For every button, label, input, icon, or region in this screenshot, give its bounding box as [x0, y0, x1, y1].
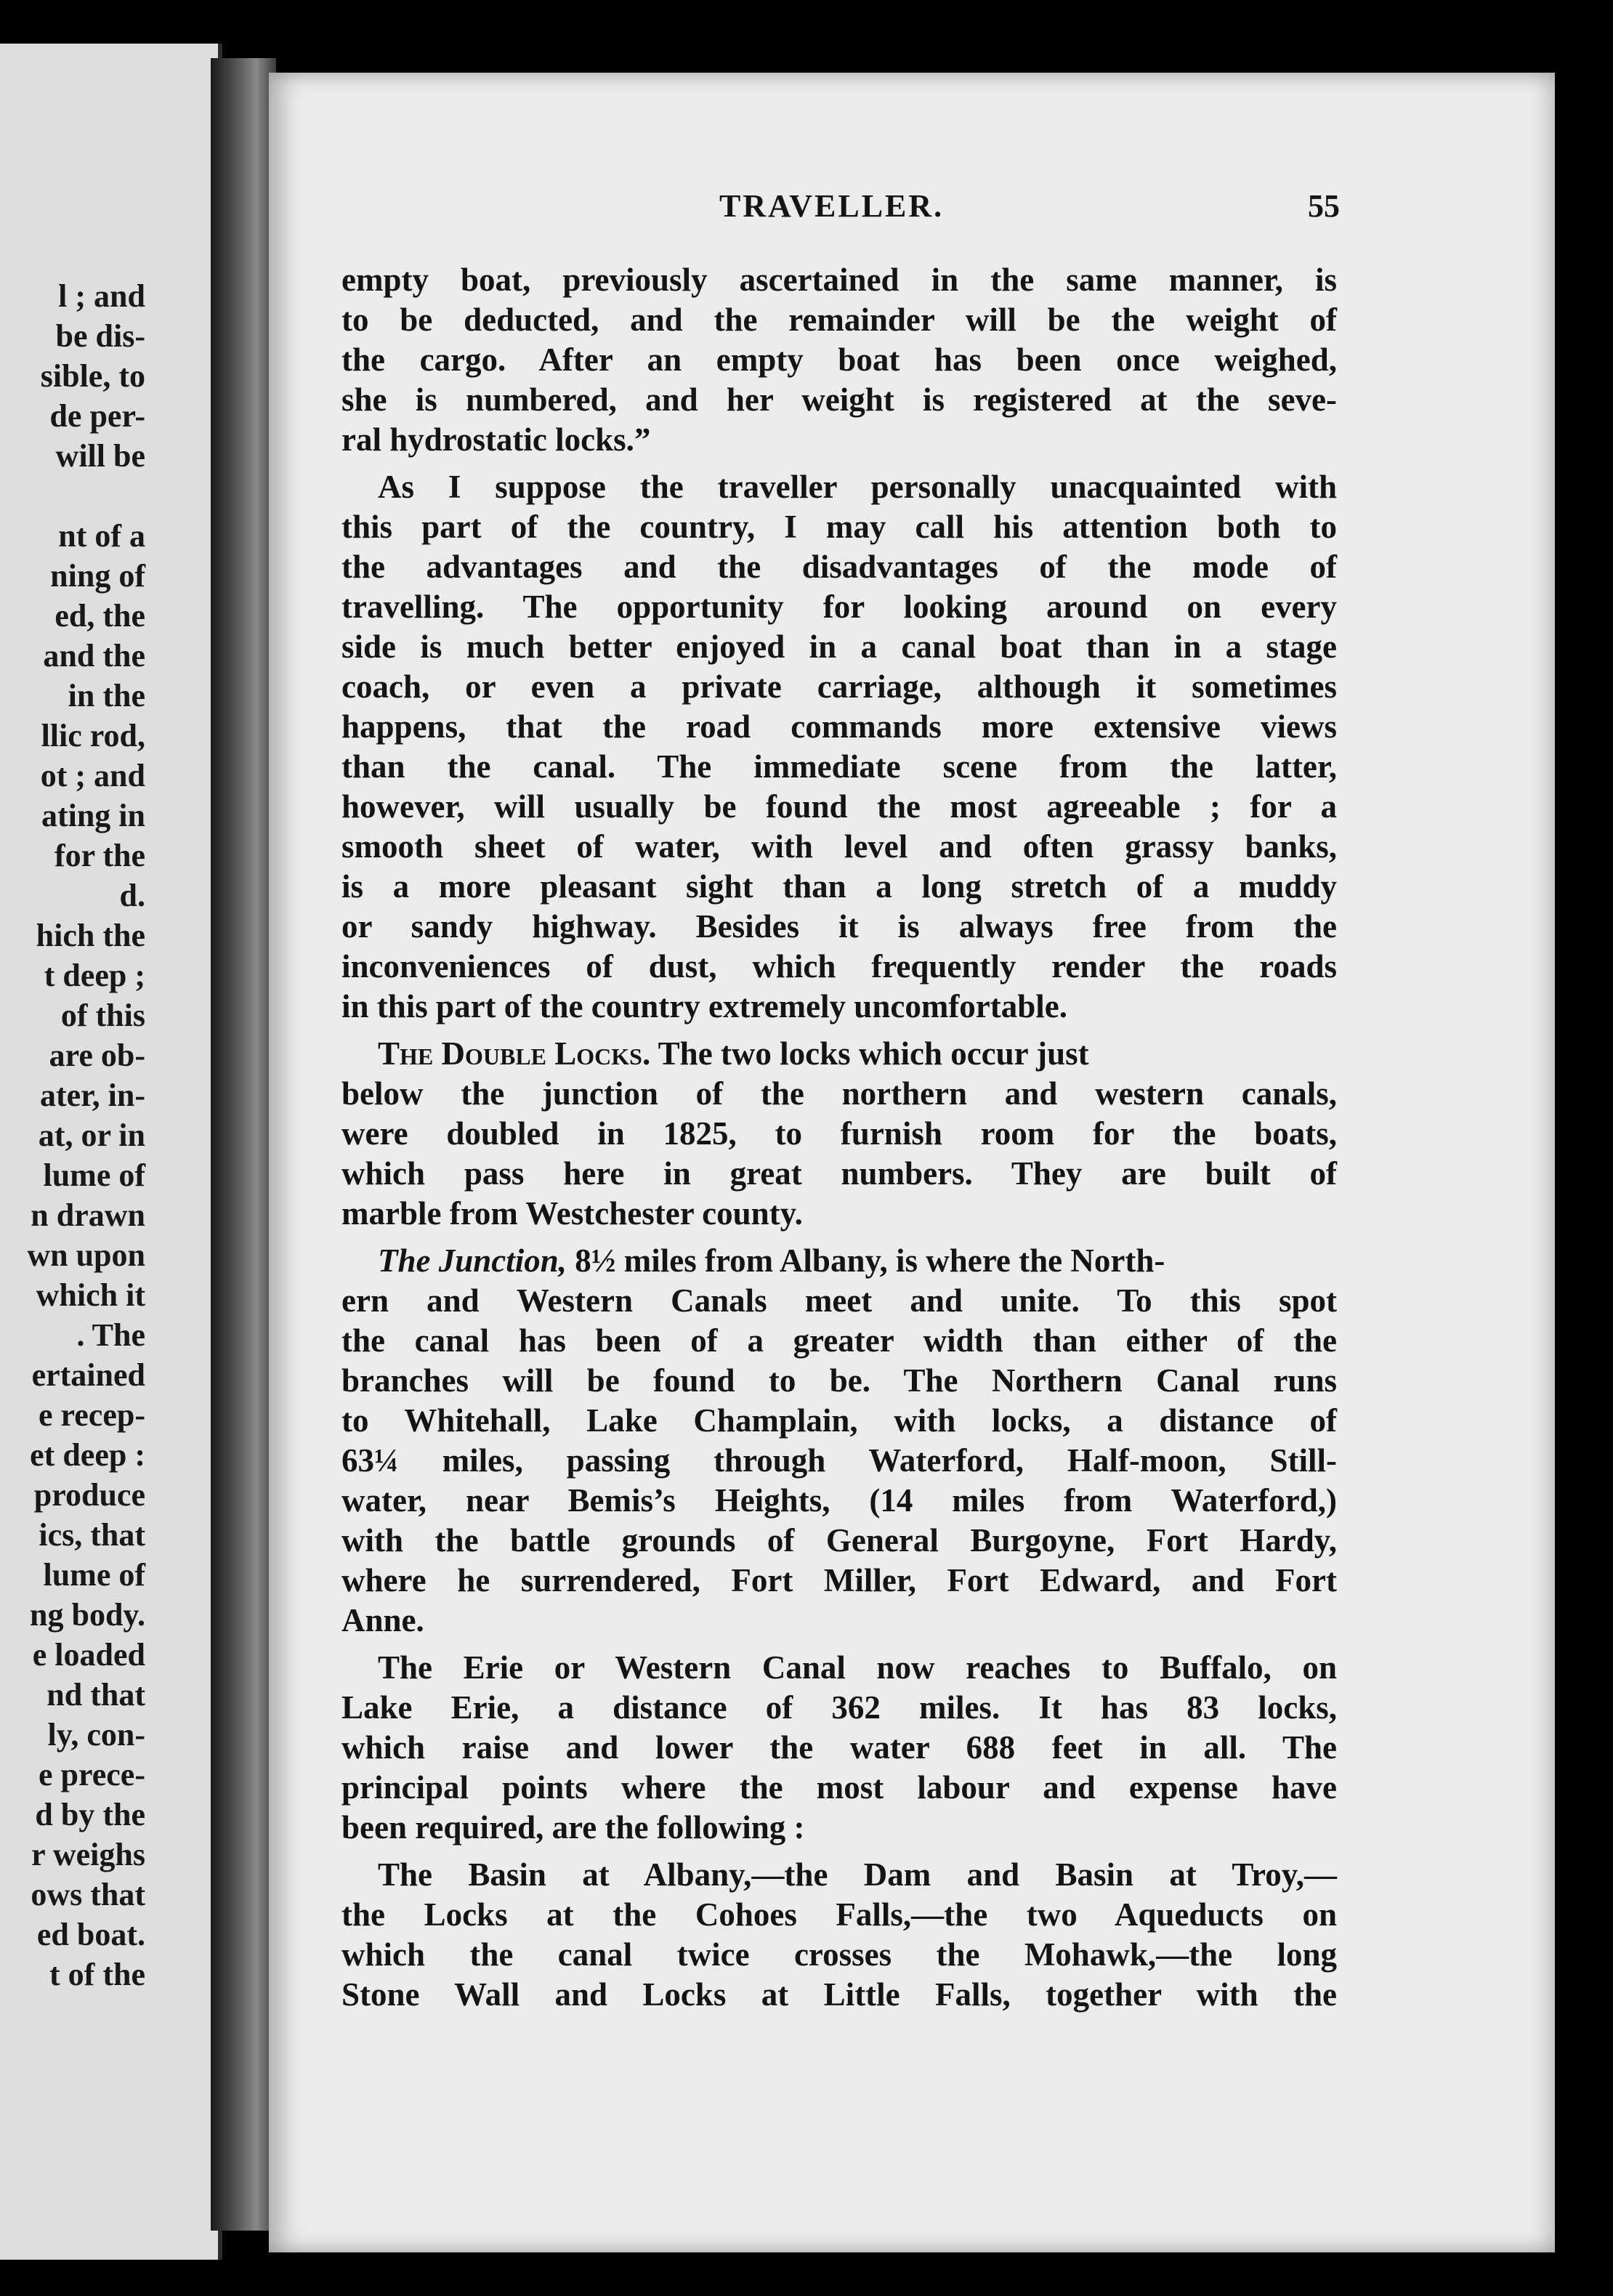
body-line: below the junction of the northern and western canals,: [341, 1075, 1337, 1112]
body-line: As I suppose the traveller personally unacquainted with: [378, 469, 1337, 505]
left-page-fragment: d by the: [35, 1797, 145, 1832]
left-page-fragment: r weighs: [31, 1837, 145, 1872]
left-page-fragment: d.: [119, 878, 145, 913]
body-line-fragment: The two locks which occur just: [658, 1035, 1089, 1072]
body-line: were doubled in 1825, to furnish room for the boats,: [341, 1115, 1337, 1152]
body-line: the canal has been of a greater width than either of the: [341, 1322, 1337, 1359]
body-line: this part of the country, I may call his attention both to: [341, 509, 1337, 545]
left-page-fragment: at, or in: [38, 1117, 145, 1153]
body-line: marble from Westchester county.: [341, 1195, 803, 1232]
page-number: 55: [1308, 188, 1340, 224]
left-page-fragment: ly, con-: [47, 1717, 145, 1753]
left-page-fragment: which it: [36, 1277, 145, 1313]
body-line: The Erie or Western Canal now reaches to Buffalo, on: [378, 1649, 1337, 1686]
body-line: however, will usually be found the most agreeable ; for a: [341, 788, 1337, 825]
body-line: the Locks at the Cohoes Falls,—the two Aqueducts on: [341, 1896, 1337, 1933]
left-page-fragment: llic rod,: [41, 718, 145, 753]
left-page-fragment: wn upon: [27, 1237, 145, 1273]
left-page-fragment: l ; and: [58, 278, 145, 314]
left-page-fragment: ater, in-: [39, 1078, 145, 1113]
left-page-fragment: hich the: [36, 918, 145, 953]
body-line: is a more pleasant sight than a long stretch of a muddy: [341, 868, 1337, 905]
body-line: been required, are the following :: [341, 1809, 805, 1846]
body-line: which the canal twice crosses the Mohawk,—the long: [341, 1936, 1337, 1973]
left-page-fragment: e prece-: [39, 1757, 145, 1792]
left-page-fragment: will be: [55, 438, 145, 474]
left-page-fragment: sible, to: [40, 358, 145, 394]
left-page-fragment: t deep ;: [44, 958, 145, 993]
body-line: she is numbered, and her weight is registered at the seve-: [341, 381, 1337, 418]
body-line: Lake Erie, a distance of 362 miles. It has 83 locks,: [341, 1689, 1337, 1726]
body-line: The Basin at Albany,—the Dam and Basin at Troy,—: [378, 1856, 1337, 1893]
body-line-fragment: 8½ miles from Albany, is where the North-: [575, 1242, 1165, 1279]
body-line: in this part of the country extremely uncomfortable.: [341, 988, 1068, 1024]
body-line: the cargo. After an empty boat has been once weighed,: [341, 341, 1337, 378]
left-page-fragment: e recep-: [39, 1397, 145, 1433]
left-page-fragment: ed boat.: [36, 1917, 145, 1952]
junction-paragraph-start: [341, 1241, 1337, 1280]
body-line: or sandy highway. Besides it is always free from the: [341, 908, 1337, 945]
left-page-fragment: ed, the: [54, 598, 145, 634]
body-line: the advantages and the disadvantages of the mode of: [341, 549, 1337, 585]
body-line: with the battle grounds of General Burgoyne, Fort Hardy,: [341, 1522, 1337, 1559]
section-heading-junction: The Junction,: [378, 1242, 567, 1279]
left-page-fragment: ics, that: [39, 1517, 145, 1553]
left-page-fragment: produce: [33, 1477, 145, 1513]
body-line: to Whitehall, Lake Champlain, with locks, a distance of: [341, 1402, 1337, 1439]
left-page-fragment: ating in: [41, 798, 145, 833]
left-page-fragment: are ob-: [49, 1038, 145, 1073]
left-page-fragment: ng body.: [30, 1597, 145, 1633]
section-heading-double-locks: The Double Locks.: [378, 1035, 651, 1072]
left-facing-page: [0, 44, 222, 2260]
body-line: which pass here in great numbers. They are built of: [341, 1155, 1337, 1192]
body-line: where he surrendered, Fort Miller, Fort Edward, and Fort: [341, 1562, 1337, 1598]
body-line: ral hydrostatic locks.”: [341, 421, 651, 458]
left-page-fragment: et deep :: [30, 1437, 145, 1473]
left-page-fragment: . The: [76, 1317, 145, 1353]
body-line: empty boat, previously ascertained in the same manner, is: [341, 262, 1337, 298]
left-page-fragment: lume of: [43, 1157, 145, 1193]
body-line: to be deducted, and the remainder will be the weight of: [341, 302, 1337, 338]
left-page-fragment: e loaded: [32, 1637, 145, 1673]
body-line: branches will be found to be. The Northern Canal runs: [341, 1362, 1337, 1399]
left-page-fragment: in the: [68, 678, 145, 714]
left-page-fragment: nt of a: [58, 518, 145, 554]
left-page-fragment: ot ; and: [40, 758, 145, 793]
left-page-fragment: for the: [54, 838, 145, 873]
running-head: TRAVELLER.: [719, 188, 945, 224]
body-line: smooth sheet of water, with level and often grassy banks,: [341, 828, 1337, 865]
body-line: coach, or even a private carriage, although it sometimes: [341, 668, 1337, 705]
double-locks-paragraph-start: [341, 1034, 1337, 1073]
left-page-fragment: ning of: [50, 558, 145, 594]
body-line: ern and Western Canals meet and unite. To this spot: [341, 1282, 1337, 1319]
body-line: 63¼ miles, passing through Waterford, Half-moon, Still-: [341, 1442, 1337, 1479]
left-page-fragment: ows that: [31, 1877, 145, 1912]
left-page-fragment: de per-: [49, 398, 145, 434]
body-line: happens, that the road commands more extensive views: [341, 708, 1337, 745]
left-page-fragment: ertained: [31, 1357, 145, 1393]
left-page-fragment: and the: [43, 638, 145, 674]
left-page-fragment: of this: [60, 998, 145, 1033]
body-line: inconveniences of dust, which frequently render the roads: [341, 948, 1337, 985]
body-line: water, near Bemis’s Heights, (14 miles from Waterford,): [341, 1482, 1337, 1519]
body-line: travelling. The opportunity for looking around on every: [341, 589, 1337, 625]
body-line: Stone Wall and Locks at Little Falls, together with the: [341, 1976, 1337, 2013]
body-line: Anne.: [341, 1602, 424, 1638]
body-line: which raise and lower the water 688 feet in all. The: [341, 1729, 1337, 1766]
body-line: than the canal. The immediate scene from the latter,: [341, 748, 1337, 785]
body-line: side is much better enjoyed in a canal boat than in a stage: [341, 628, 1337, 665]
left-page-fragment: n drawn: [31, 1197, 145, 1233]
left-page-fragment: lume of: [43, 1557, 145, 1593]
left-page-fragment: t of the: [49, 1957, 145, 1992]
body-line: principal points where the most labour and expense have: [341, 1769, 1337, 1806]
book-binding-gutter: [211, 58, 276, 2231]
left-page-fragment: be dis-: [55, 318, 145, 354]
left-page-fragment: nd that: [47, 1677, 145, 1713]
